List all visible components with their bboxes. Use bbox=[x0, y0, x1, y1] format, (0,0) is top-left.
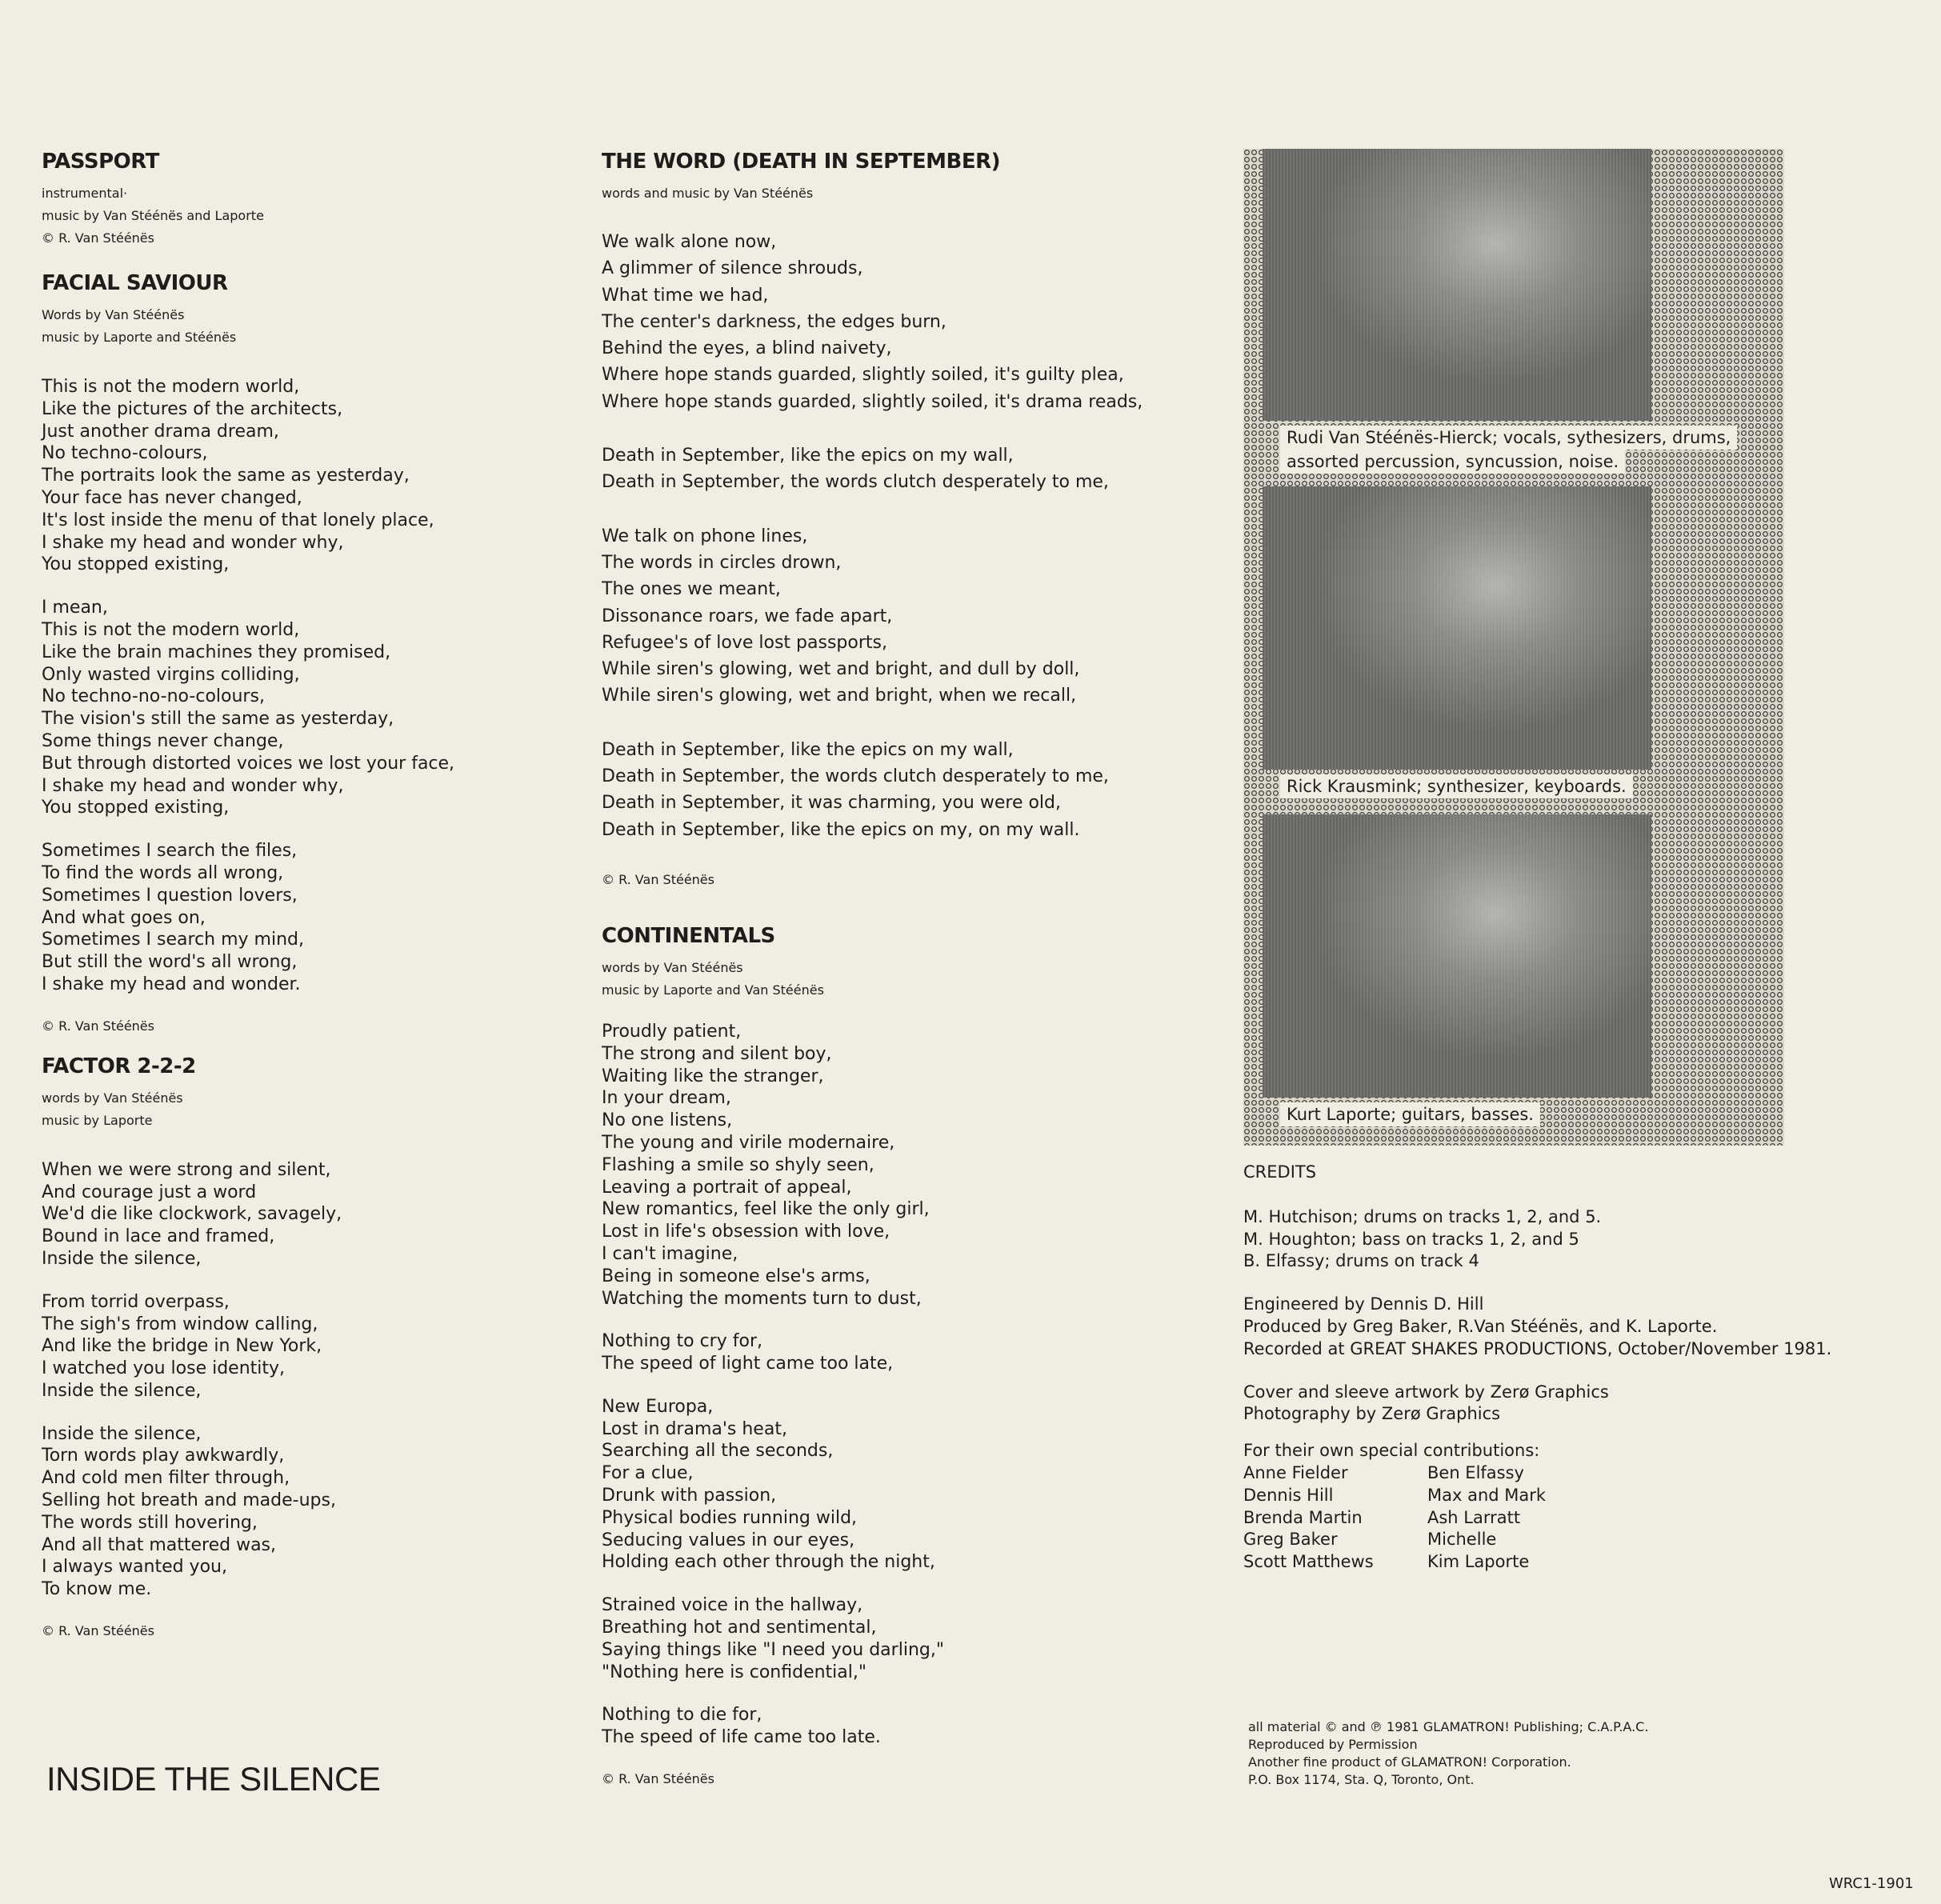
lyric-line: A glimmer of silence shrouds, bbox=[602, 258, 863, 279]
lyric-line: You stopped existing, bbox=[42, 798, 230, 818]
lyric-line: While siren's glowing, wet and bright, and dull by doll, bbox=[602, 659, 1080, 680]
lyric-line: Death in September, like the epics on my wall, bbox=[602, 739, 1014, 760]
thanks-name: Ben Elfassy bbox=[1427, 1462, 1524, 1482]
lyric-line: Death in September, the words clutch desperately to me, bbox=[602, 766, 1109, 787]
stanza bbox=[42, 376, 554, 576]
lyric-line: What time we had, bbox=[602, 285, 769, 306]
lyric-line: In your dream, bbox=[602, 1088, 731, 1109]
copyright-line: © R. Van Stéénës bbox=[602, 871, 714, 887]
stanza bbox=[602, 523, 1178, 710]
lyric-line: Strained voice in the hallway, bbox=[602, 1595, 863, 1616]
lyric-line: New romantics, feel like the only girl, bbox=[602, 1199, 930, 1220]
stanza bbox=[602, 1704, 1178, 1749]
lyric-line: Sometimes I search the files, bbox=[42, 841, 298, 862]
left-column bbox=[42, 149, 554, 1641]
lyric-line: The sigh's from window calling, bbox=[42, 1314, 318, 1334]
lyric-line: Sometimes I question lovers, bbox=[42, 885, 298, 906]
stanza bbox=[602, 737, 1178, 843]
lyrics bbox=[602, 1021, 1178, 1749]
thanks-name: Michelle bbox=[1427, 1530, 1497, 1550]
lyric-line: The speed of life came too late. bbox=[602, 1727, 881, 1748]
stanza bbox=[42, 597, 554, 819]
lyric-line: The portraits look the same as yesterday, bbox=[42, 466, 410, 486]
thanks-name: Kim Laporte bbox=[1427, 1552, 1530, 1572]
song-meta-line: music by Laporte bbox=[42, 1112, 153, 1128]
lyric-line: Behind the eyes, a blind naivety, bbox=[602, 338, 892, 359]
credit-line: Produced by Greg Baker, R.Van Stéénës, and K. Laporte. bbox=[1243, 1316, 1718, 1336]
lyric-line: Breathing hot and sentimental, bbox=[602, 1618, 877, 1638]
lyric-line: But through distorted voices we lost your face, bbox=[42, 753, 455, 774]
lyric-line: Where hope stands guarded, slightly soiled, it's guilty plea, bbox=[602, 365, 1124, 386]
lyrics bbox=[42, 1159, 554, 1601]
photo-rudi bbox=[1263, 149, 1651, 421]
thanks-name: Anne Fielder bbox=[1243, 1462, 1348, 1482]
thanks-name: Dennis Hill bbox=[1243, 1485, 1334, 1505]
stanza bbox=[602, 229, 1178, 415]
lyric-line: Death in September, it was charming, you were old, bbox=[602, 793, 1061, 814]
album-title: INSIDE THE SILENCE bbox=[46, 1760, 381, 1798]
lyric-line: The strong and silent boy, bbox=[602, 1043, 832, 1064]
song-meta: © R. Van Stéénës bbox=[42, 230, 154, 246]
lyric-line: Holding each other through the night, bbox=[602, 1552, 935, 1573]
lyric-line: Just another drama dream, bbox=[42, 421, 279, 442]
lyric-line: Searching all the seconds, bbox=[602, 1441, 834, 1462]
band-photo-panel bbox=[1243, 149, 1784, 1146]
lyric-line: We'd die like clockwork, savagely, bbox=[42, 1204, 342, 1225]
thanks-name: Max and Mark bbox=[1427, 1485, 1547, 1505]
lyric-line: The young and virile modernaire, bbox=[602, 1132, 895, 1153]
song-meta-line: words and music by Van Stéénës bbox=[602, 186, 814, 201]
credit-line: M. Hutchison; drums on tracks 1, 2, and 5. bbox=[1243, 1206, 1602, 1226]
lyrics bbox=[42, 376, 554, 996]
song-meta: instrumental· bbox=[42, 186, 128, 201]
lyric-line: Nothing to cry for, bbox=[602, 1331, 762, 1352]
lyric-line: Bound in lace and framed, bbox=[42, 1226, 275, 1247]
legal-notice bbox=[1248, 1718, 1648, 1789]
song-meta-line: music by Laporte and Van Stéénës bbox=[602, 982, 824, 998]
legal-line: Another fine product of GLAMATRON! Corporation. bbox=[1248, 1754, 1571, 1770]
song-continentals bbox=[602, 923, 1178, 1789]
song-meta bbox=[42, 1087, 554, 1132]
lyric-line: Death in September, the words clutch desperately to me, bbox=[602, 472, 1109, 493]
lyric-line: Inside the silence, bbox=[42, 1380, 202, 1401]
lyric-line: And like the bridge in New York, bbox=[42, 1336, 322, 1357]
lyric-line: Death in September, like the epics on my, on my wall. bbox=[602, 819, 1080, 840]
lyric-line: The speed of light came too late, bbox=[602, 1354, 894, 1374]
lyric-line: No techno-colours, bbox=[42, 443, 208, 464]
lyric-line: I always wanted you, bbox=[42, 1557, 227, 1578]
credit-line: Recorded at GREAT SHAKES PRODUCTIONS, October/November 1981. bbox=[1243, 1338, 1832, 1358]
song-title: PASSPORT bbox=[42, 150, 159, 174]
lyric-line: Refugee's of love lost passports, bbox=[602, 632, 887, 653]
song-meta bbox=[602, 182, 1178, 205]
song-facial-saviour bbox=[42, 270, 554, 1036]
credits-musicians bbox=[1243, 1206, 1899, 1273]
lyric-line: Being in someone else's arms, bbox=[602, 1266, 870, 1286]
lyric-line: The ones we meant, bbox=[602, 579, 781, 600]
song-meta-line: Words by Van Stéénës bbox=[42, 307, 185, 322]
lyric-line: Lost in life's obsession with love, bbox=[602, 1222, 890, 1242]
lyric-line: Like the pictures of the architects, bbox=[42, 398, 343, 419]
caption-rudi-line1: Rudi Van Stéénës-Hierck; vocals, sythesizers, drums, bbox=[1280, 426, 1737, 450]
lyric-line: While siren's glowing, wet and bright, when we recall, bbox=[602, 686, 1077, 706]
stanza bbox=[602, 1330, 1178, 1375]
stanza bbox=[602, 442, 1178, 496]
photo-kurt bbox=[1263, 814, 1651, 1098]
thanks-name: Scott Matthews bbox=[1243, 1552, 1374, 1572]
song-meta: music by Van Stéénës and Laporte bbox=[42, 208, 264, 223]
lyric-line: Sometimes I search my mind, bbox=[42, 930, 304, 950]
lyric-line: "Nothing here is confidential," bbox=[602, 1662, 866, 1682]
lyric-line: No one listens, bbox=[602, 1110, 733, 1131]
stanza bbox=[602, 1396, 1178, 1574]
lyric-line: This is not the modern world, bbox=[42, 377, 300, 397]
photo-shading bbox=[1263, 814, 1651, 1098]
lyric-line: When we were strong and silent, bbox=[42, 1159, 331, 1180]
lyric-line: The words in circles drown, bbox=[602, 552, 842, 573]
song-title: FACTOR 2-2-2 bbox=[42, 1054, 196, 1078]
lyric-line: Like the brain machines they promised, bbox=[42, 642, 391, 662]
credits-section bbox=[1243, 1162, 1899, 1574]
legal-line: P.O. Box 1174, Sta. Q, Toronto, Ont. bbox=[1248, 1772, 1475, 1787]
thanks-heading: For their own special contributions: bbox=[1243, 1441, 1540, 1461]
lyric-line: New Europa, bbox=[602, 1396, 714, 1417]
caption-rick: Rick Krausmink; synthesizer, keyboards. bbox=[1280, 774, 1633, 798]
lyric-line: But still the word's all wrong, bbox=[42, 952, 298, 973]
lyric-line: Where hope stands guarded, slightly soiled, it's drama reads, bbox=[602, 391, 1143, 412]
middle-column bbox=[602, 149, 1178, 1789]
lyrics bbox=[602, 229, 1178, 843]
lyric-line: The center's darkness, the edges burn, bbox=[602, 311, 946, 332]
credit-line: M. Houghton; bass on tracks 1, 2, and 5 bbox=[1243, 1229, 1579, 1249]
lyric-line: To find the words all wrong, bbox=[42, 862, 284, 883]
lyric-line: Dissonance roars, we fade apart, bbox=[602, 606, 893, 626]
lyric-line: And courage just a word bbox=[42, 1182, 257, 1202]
lyric-line: And cold men filter through, bbox=[42, 1468, 290, 1489]
caption-rudi-line2: assorted percussion, syncussion, noise. bbox=[1280, 450, 1625, 474]
legal-line: all material © and ℗ 1981 GLAMATRON! Publishing; C.A.P.A.C. bbox=[1248, 1719, 1649, 1734]
caption-kurt: Kurt Laporte; guitars, basses. bbox=[1280, 1102, 1540, 1126]
photo-rick bbox=[1263, 486, 1651, 770]
lyric-line: Lost in drama's heat, bbox=[602, 1418, 787, 1439]
lyric-line: Physical bodies running wild, bbox=[602, 1507, 858, 1528]
copyright-line: © R. Van Stéénës bbox=[42, 1623, 154, 1639]
lyric-line: For a clue, bbox=[602, 1463, 694, 1484]
lyric-line: Torn words play awkwardly, bbox=[42, 1446, 285, 1466]
lyric-line: Some things never change, bbox=[42, 730, 284, 751]
stanza bbox=[42, 1291, 554, 1402]
song-factor-2-2-2 bbox=[42, 1054, 554, 1641]
song-meta bbox=[42, 304, 554, 349]
lyric-line: I shake my head and wonder why, bbox=[42, 775, 344, 796]
lyric-line: You stopped existing, bbox=[42, 554, 230, 575]
credit-line: Photography by Zerø Graphics bbox=[1243, 1404, 1501, 1424]
song-meta-line: music by Laporte and Stéénës bbox=[42, 330, 237, 345]
credit-line: Engineered by Dennis D. Hill bbox=[1243, 1294, 1484, 1314]
lyric-line: We walk alone now, bbox=[602, 232, 777, 252]
stanza bbox=[42, 840, 554, 996]
stanza bbox=[42, 1159, 554, 1270]
lyric-line: Only wasted virgins colliding, bbox=[42, 664, 300, 685]
lyric-line: Inside the silence, bbox=[42, 1248, 202, 1269]
lyric-line: Flashing a smile so shyly seen, bbox=[602, 1154, 874, 1175]
song-passport bbox=[42, 149, 554, 250]
lyric-line: This is not the modern world, bbox=[42, 619, 300, 640]
photo-shading bbox=[1263, 149, 1651, 421]
song-title: THE WORD (DEATH IN SEPTEMBER) bbox=[602, 150, 1000, 174]
lyric-line: Inside the silence, bbox=[42, 1423, 202, 1444]
thanks-name: Greg Baker bbox=[1243, 1530, 1338, 1550]
lyric-line: The words still hovering, bbox=[42, 1512, 258, 1533]
credits-heading: CREDITS bbox=[1243, 1162, 1317, 1182]
thanks-name: Ash Larratt bbox=[1427, 1507, 1521, 1527]
photo-shading bbox=[1263, 486, 1651, 770]
lyric-line: Proudly patient, bbox=[602, 1021, 742, 1042]
lyric-line: It's lost inside the menu of that lonely place, bbox=[42, 510, 434, 530]
thanks-list bbox=[1243, 1462, 1899, 1574]
song-meta-line: words by Van Stéénës bbox=[602, 959, 743, 975]
legal-line: Reproduced by Permission bbox=[1248, 1737, 1418, 1752]
lyric-line: Waiting like the stranger, bbox=[602, 1066, 824, 1086]
stanza bbox=[42, 1423, 554, 1601]
lyric-line: Selling hot breath and made-ups, bbox=[42, 1490, 336, 1511]
lyric-line: And what goes on, bbox=[42, 907, 206, 928]
lyric-line: Death in September, like the epics on my wall, bbox=[602, 446, 1014, 466]
catalog-number: WRC1-1901 bbox=[1829, 1875, 1914, 1892]
lyric-line: Drunk with passion, bbox=[602, 1486, 777, 1506]
lyric-line: I watched you lose identity, bbox=[42, 1358, 286, 1379]
lyric-line: I can't imagine, bbox=[602, 1243, 738, 1264]
lyric-line: I mean, bbox=[42, 598, 108, 618]
lyric-line: Watching the moments turn to dust, bbox=[602, 1288, 922, 1309]
credit-line: B. Elfassy; drums on track 4 bbox=[1243, 1251, 1479, 1271]
song-title: FACIAL SAVIOUR bbox=[42, 271, 228, 295]
copyright-line: © R. Van Stéénës bbox=[42, 1018, 154, 1034]
stanza bbox=[602, 1594, 1178, 1683]
song-the-word bbox=[602, 149, 1178, 890]
lyric-line: The vision's still the same as yesterday, bbox=[42, 709, 394, 730]
credits-artwork bbox=[1243, 1382, 1899, 1426]
lyric-line: Leaving a portrait of appeal, bbox=[602, 1177, 852, 1198]
lyric-line: I shake my head and wonder why, bbox=[42, 532, 344, 553]
lyric-line: Saying things like "I need you darling," bbox=[602, 1639, 944, 1660]
lyric-line: To know me. bbox=[42, 1579, 152, 1600]
lyric-line: And all that mattered was, bbox=[42, 1534, 277, 1555]
song-title: CONTINENTALS bbox=[602, 923, 775, 948]
stanza bbox=[602, 1021, 1178, 1310]
lyric-line: No techno-no-no-colours, bbox=[42, 686, 265, 707]
lyric-line: Your face has never changed, bbox=[42, 487, 302, 508]
lyric-line: Nothing to die for, bbox=[602, 1705, 762, 1726]
copyright-line: © R. Van Stéénës bbox=[602, 1771, 714, 1787]
lyric-line: Seducing values in our eyes, bbox=[602, 1530, 855, 1550]
lyric-line: We talk on phone lines, bbox=[602, 526, 808, 546]
credits-production bbox=[1243, 1294, 1899, 1360]
song-meta bbox=[602, 957, 1178, 1002]
song-meta-line: words by Van Stéénës bbox=[42, 1090, 183, 1106]
lyric-line: I shake my head and wonder. bbox=[42, 974, 301, 994]
thanks-name: Brenda Martin bbox=[1243, 1507, 1363, 1527]
lyric-line: From torrid overpass, bbox=[42, 1291, 230, 1312]
credit-line: Cover and sleeve artwork by Zerø Graphics bbox=[1243, 1382, 1609, 1402]
